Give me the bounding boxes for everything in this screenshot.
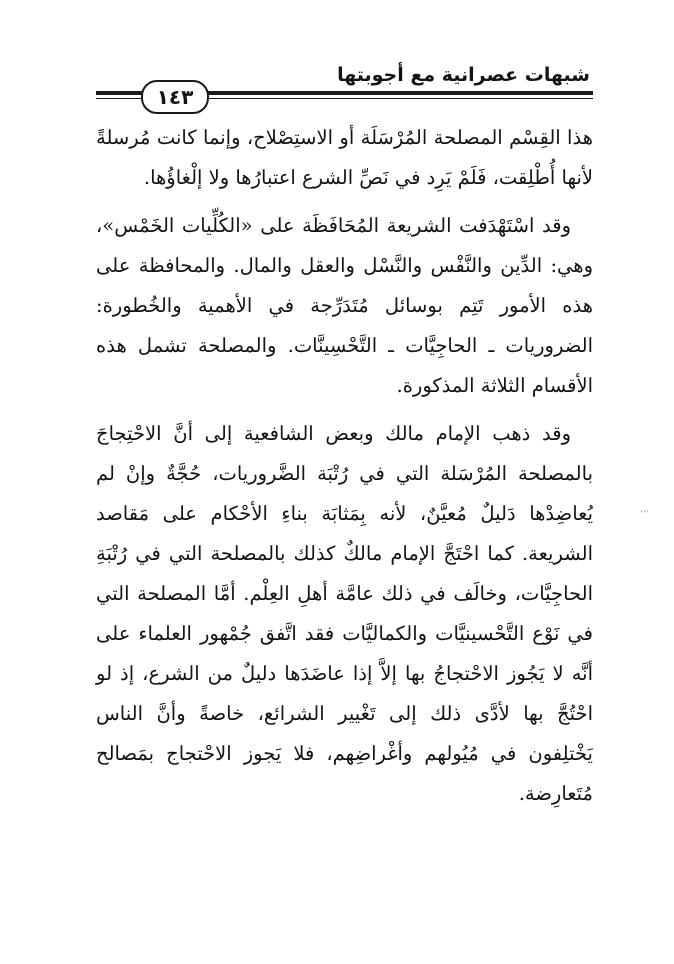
paragraph: هذا القِسْم المصلحة المُرْسَلَة أو الاستِصْلاح، وإنما كانت مُرسلةً لأنها أُطْلِقت، فَلَمْ يَرِد في نَصِّ الشرع اعتبارُها ولا إلْغاؤُها. xyxy=(96,126,593,189)
paragraph: وقد اسْتَهْدَفت الشريعة المُحَافَظَة على «الكُلِّيات الخَمْس»، وهي: الدِّين والنَّفْس والنَّسْل والعقل والمال. والمحافظة على هذه الأمور تَتِم بوسائل مُتَدَرِّجة في الأهمية والخُطورة: الضروريات ـ الحاجِيَّات ـ التَّحْسِينَّات. والمصلحة تشمل هذه الأقسام الثلاثة المذكورة. xyxy=(96,214,593,397)
page-body xyxy=(96,118,593,814)
running-header-title: شبهات عصرانية مع أجوبتها xyxy=(337,64,590,86)
page-number-badge: ١٤٣ xyxy=(141,80,209,114)
paragraph: وقد ذهب الإمام مالك وبعض الشافعية إلى أنَّ الاحْتِجاجَ بالمصلحة المُرْسَلة التي في رُتْبَة الضَّروريات، حُجَّةٌ وإنْ لم يُعاضِدْها دَليلٌ مُعيَّنٌ، لأنه بِمَثابَة بناءِ الأحْكام على مَقاصد الشريعة. كما احْتَجَّ الإمام مالكٌ كذلك بالمصلحة التي في رُتْبَةِ الحاجِيَّات، وخالَف في ذلك عامَّة أهلِ العِلْم. أمَّا المصلحة التي في نَوْع التَّحْسينيَّات والكماليَّات فقد اتَّفق جُمْهور العلماء على أنَّه لا يَجُوز الاحْتجاجُ بها إلاَّ إذا عاضَدَها دليلٌ من الشرع، إذ لو احْتُجَّ بها لأدَّى ذلك إلى تَغْيير الشرائع، خاصةً وأنَّ الناس يَخْتلِفون في مُيُولهم وأغْراضِهم، فلا يَجوز الاحْتجاج بمَصالح مُتَعارِضة. xyxy=(96,422,593,805)
margin-mark: ٬٬٬ xyxy=(640,510,649,520)
